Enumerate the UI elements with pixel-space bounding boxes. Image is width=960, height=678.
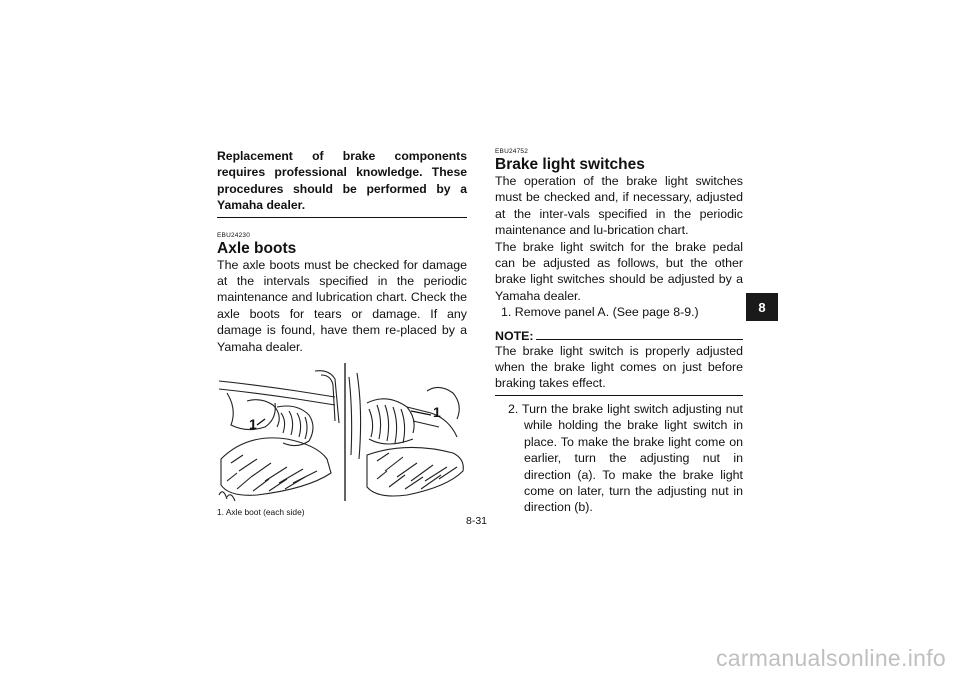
note-header xyxy=(495,329,743,343)
brake-switch-body-2: The brake light switch for the brake pedal can be adjusted as follows, but the other brake light switches should be adjusted by a Yamaha dealer. xyxy=(495,239,743,303)
brake-switch-heading: Brake light switches xyxy=(495,156,645,173)
note-text: The brake light switch is properly adjusted when the brake light comes on just before braking takes effect. xyxy=(495,343,743,396)
axle-boots-heading: Axle boots xyxy=(217,239,297,257)
steps-list-1 xyxy=(495,304,743,320)
right-column xyxy=(495,148,743,516)
step-2: 2. Turn the brake light switch adjusting nut while holding the brake light switch in place. To make the brake light come on earlier, turn the adjusting nut in direction (a). To make the brake light come on later, turn the adjusting nut in direction (b). xyxy=(508,401,743,515)
figure-caption: 1. Axle boot (each side) xyxy=(217,507,305,518)
callout-right: 1 xyxy=(433,404,441,421)
note-label: NOTE: xyxy=(495,328,534,343)
brake-warning: Replacement of brake components requires professional knowledge. These procedures should be performed by a Yamaha dealer. xyxy=(217,148,467,218)
chapter-tab: 8 xyxy=(746,293,778,321)
page-number: 8-31 xyxy=(466,515,488,527)
axle-boots-body: The axle boots must be checked for damage at the intervals specified in the periodic maintenance and lubrication chart. Check the axle boots for tears or damage. If any damage is found, have them re-placed by a Yamaha dealer. xyxy=(217,257,467,354)
brake-switch-section-code: EBU24752 xyxy=(495,148,529,155)
brake-switch-body-1: The operation of the brake light switches must be checked and, if necessary, adjusted at the inter-vals specified in the periodic maintenance and lu-brication chart. xyxy=(495,174,743,238)
step-1: 1. Remove panel A. (See page 8-9.) xyxy=(501,305,699,320)
axle-boot-illustration xyxy=(217,363,467,501)
watermark: carmanualsonline.info xyxy=(715,645,946,671)
axle-boot-drawing xyxy=(217,363,467,501)
callout-left: 1 xyxy=(249,416,257,433)
note-rule xyxy=(536,338,743,340)
axle-boots-section-code: EBU24230 xyxy=(217,231,251,239)
steps-list-2 xyxy=(495,401,743,516)
left-column xyxy=(217,148,467,518)
